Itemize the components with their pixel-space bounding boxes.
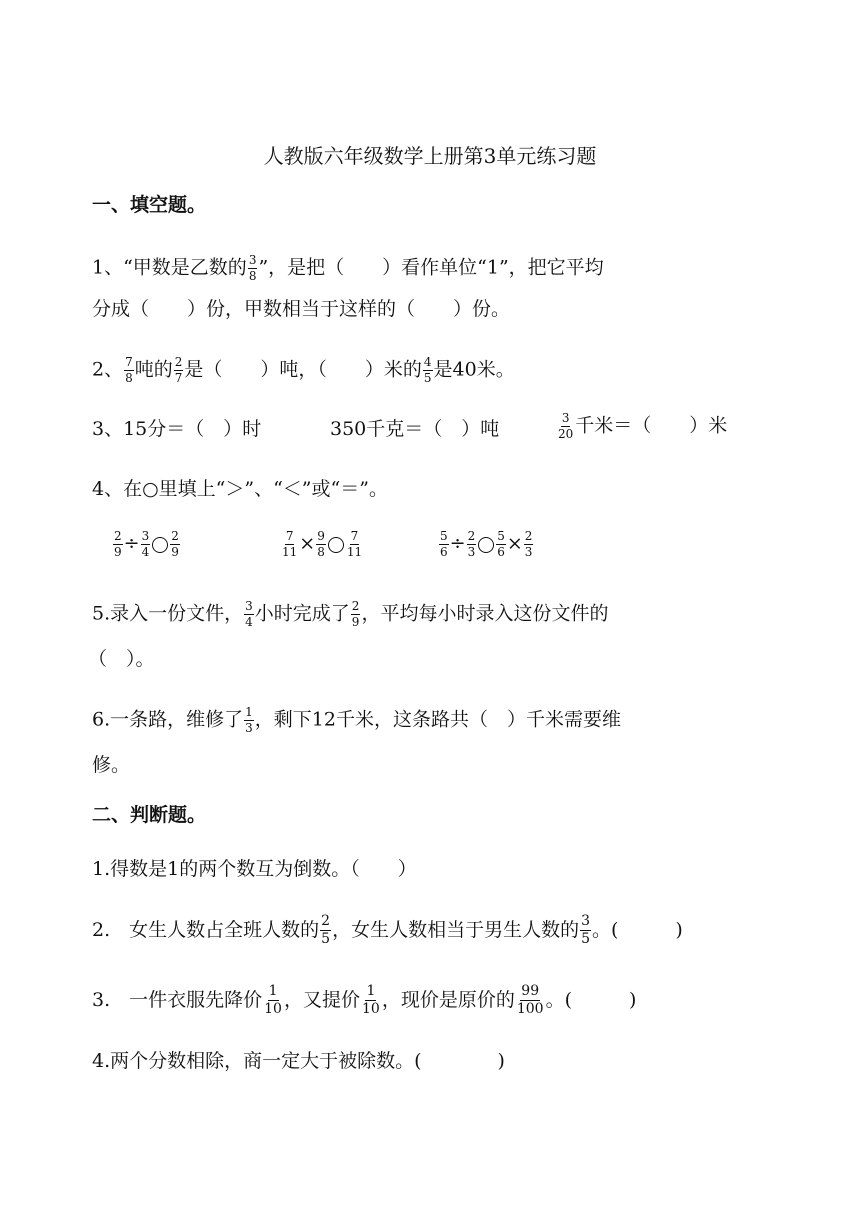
text: 2. 女生人数占全班人数的 [92, 918, 320, 941]
text: 吨的 [134, 358, 173, 381]
text: ，现价是原价的 [381, 988, 515, 1011]
fraction: $\frac{2}{9}$ [171, 529, 179, 560]
fraction: $\frac{2}{7}$ [174, 355, 183, 386]
fraction: $\frac{5}{6}$ [497, 529, 505, 560]
fraction: $\frac{3}{5}$ [581, 913, 590, 948]
question-3-part-b: 350千克＝（ ）吨 [330, 418, 500, 440]
question-6-line-2: 修。 [92, 754, 131, 776]
section-heading-true-false: 二、判断题。 [92, 804, 207, 826]
comparison-3 [438, 530, 534, 559]
fraction: $\frac{4}{5}$ [423, 355, 432, 386]
fraction: $\frac{7}{8}$ [125, 355, 133, 386]
fraction: $\frac{3}{8}$ [248, 253, 257, 284]
comparison-circle-icon [328, 537, 344, 553]
text: 5.录入一份文件， [92, 602, 244, 625]
text: ，女生人数相当于男生人数的 [332, 918, 580, 941]
text: 2、 [92, 358, 124, 381]
question-5-line-2: （ ）。 [88, 648, 155, 670]
fraction: $\frac{3}{20}$ [558, 411, 574, 442]
fraction: $\frac{1}{10}$ [264, 983, 282, 1018]
question-2 [92, 356, 515, 385]
comparison-1 [112, 530, 181, 559]
text: 6.一条路，维修了 [92, 708, 244, 731]
fraction: $\frac{3}{4}$ [141, 529, 150, 560]
text: 。( ) [592, 918, 683, 941]
operator: ÷ [123, 532, 140, 555]
question-1-line-2: 分成（ ）份，甲数相当于这样的（ ）份。 [92, 298, 511, 320]
operator: × [506, 532, 523, 555]
text: 小时完成了 [254, 602, 350, 625]
question-6-line-1 [92, 706, 621, 735]
question-5-line-1 [92, 600, 608, 629]
fraction: $\frac{2}{9}$ [114, 529, 122, 560]
fraction: $\frac{2}{5}$ [321, 913, 331, 948]
fraction: $\frac{2}{9}$ [351, 599, 360, 630]
text: ，平均每小时录入这份文件的 [361, 602, 609, 625]
text: ”，是把（ ）看作单位“1”，把它平均 [258, 256, 604, 279]
comparison-circle-icon [478, 537, 494, 553]
comparison-circle-icon [152, 537, 168, 553]
fraction: $\frac{3}{4}$ [245, 599, 253, 630]
question-4: 4、在○里填上“＞”、“＜”或“＝”。 [92, 478, 388, 500]
question-3-part-a: 3、15分＝（ ）时 [92, 418, 262, 440]
section-heading-fill-blank: 一、填空题。 [92, 194, 207, 216]
fraction: $\frac{7}{11}$ [346, 529, 363, 560]
fraction: $\frac{7}{11}$ [282, 529, 298, 560]
text: 是（ ）吨，（ ）米的 [184, 358, 422, 381]
tf-question-1: 1.得数是1的两个数互为倒数。（ ） [92, 858, 417, 880]
tf-question-3 [92, 984, 636, 1018]
text: 。( ) [545, 988, 637, 1011]
text: ，又提价 [283, 988, 360, 1011]
fraction: $\frac{2}{3}$ [524, 529, 533, 560]
text: ，剩下12千米，这条路共（ ）千米需要维 [254, 708, 621, 731]
comparison-2 [280, 530, 364, 559]
text: 1、“甲数是乙数的 [92, 256, 247, 279]
operator: ÷ [449, 532, 466, 555]
page-title: 人教版六年级数学上册第3单元练习题 [263, 144, 597, 168]
text: 是40米。 [433, 358, 515, 381]
fraction: $\frac{1}{10}$ [361, 983, 380, 1018]
fraction: $\frac{1}{3}$ [245, 705, 253, 736]
fraction: $\frac{2}{3}$ [467, 529, 476, 560]
fraction: $\frac{99}{100}$ [516, 983, 544, 1018]
text: 3. 一件衣服先降价 [92, 988, 263, 1011]
question-3-part-c [556, 412, 727, 441]
question-1-line-1 [92, 254, 604, 283]
tf-question-2 [92, 914, 683, 948]
fraction: $\frac{9}{8}$ [317, 529, 325, 560]
operator: × [299, 532, 316, 555]
tf-question-4: 4.两个分数相除，商一定大于被除数。( ) [92, 1050, 505, 1072]
text: 千米＝（ ）米 [575, 414, 728, 437]
fraction: $\frac{5}{6}$ [440, 529, 448, 560]
